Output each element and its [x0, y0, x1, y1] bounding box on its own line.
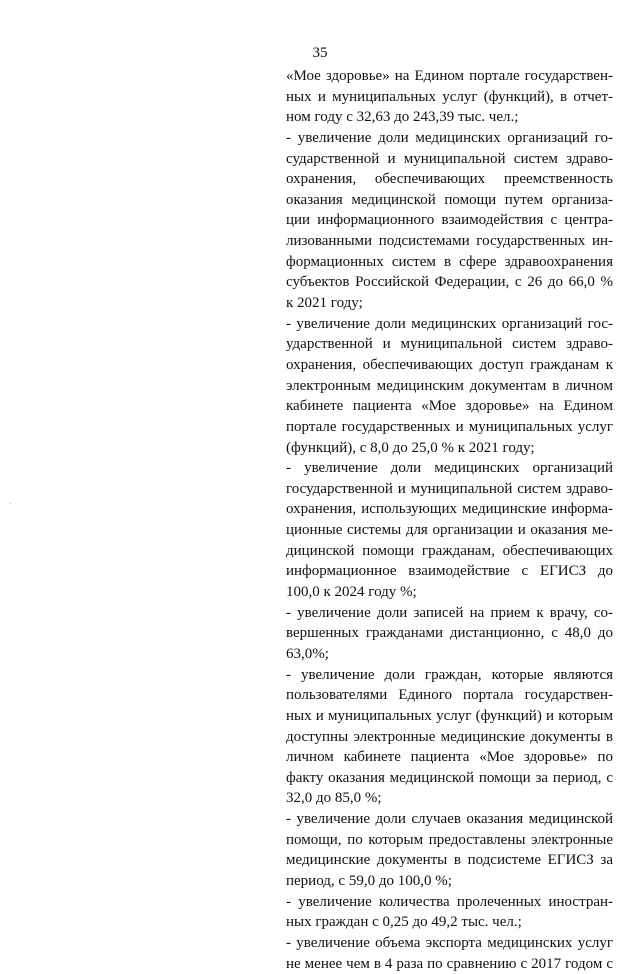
text-line: вершенных гражданами дистанционно, с 48,0 до — [286, 625, 613, 642]
text-line: ционные системы для организации и оказания ме- — [286, 522, 613, 539]
text-line: ных граждан с 0,25 до 49,2 тыс. чел.; — [286, 914, 522, 931]
text-line: пользователями Единого портала государствен- — [286, 687, 613, 704]
text-line: - увеличение доли граждан, которые являются — [286, 666, 613, 683]
text-line: оказания медицинской помощи путем организа- — [286, 191, 613, 208]
text-line: помощи, по которым предоставлены электронные — [286, 831, 613, 848]
text-line: к 2021 году; — [286, 295, 363, 312]
text-line: субъектов Российской Федерации, с 26 до 66,0 % — [286, 274, 613, 291]
text-line: 100,0 к 2024 году %; — [286, 584, 417, 601]
text-line: формационных систем в сфере здравоохранения — [286, 253, 613, 270]
page-number: 35 — [312, 45, 328, 61]
text-line: - увеличение доли случаев оказания медицинской — [286, 811, 613, 828]
text-line: - увеличение количества пролеченных иностран- — [286, 893, 613, 910]
text-line: (функций), с 8,0 до 25,0 % к 2021 году; — [286, 439, 535, 456]
text-line: охранения, обеспечивающих доступ гражданам к — [286, 356, 613, 373]
text-line: лизованными подсистемами государственных ин- — [286, 233, 613, 250]
text-line: сударственной и муниципальной систем здраво- — [286, 150, 613, 167]
text-line: доступны электронные медицинские документы в — [286, 728, 613, 745]
text-line: 63,0%; — [286, 645, 329, 662]
text-line: 32,0 до 85,0 %; — [286, 790, 382, 807]
text-line: - увеличение доли медицинских организаций го- — [286, 129, 613, 146]
text-line: ных и муниципальных услуг (функций), в отчет- — [286, 88, 613, 105]
text-line: - увеличение доли медицинских организаций — [286, 460, 613, 477]
text-line: период, с 59,0 до 100,0 %; — [286, 872, 452, 889]
text-line: дицинской помощи гражданам, обеспечивающих — [286, 542, 613, 559]
text-line: охранения, обеспечивающих преемственность — [286, 171, 613, 188]
scan-speck — [10, 503, 11, 504]
text-line: государственной и муниципальной систем здраво- — [286, 480, 613, 497]
text-line: портале государственных и муниципальных услуг — [286, 418, 613, 435]
text-line: охранения, использующих медицинские информа- — [286, 501, 613, 518]
text-line: - увеличение доли медицинских организаций гос- — [286, 315, 613, 332]
text-line: «Мое здоровье» на Едином портале государствен- — [286, 68, 613, 84]
text-line: ном году с 32,63 до 243,39 тыс. чел.; — [286, 109, 519, 126]
text-line: электронным медицинским документам в личном — [286, 377, 613, 394]
text-line: ных и муниципальных услуг (функций) и которым — [286, 707, 613, 724]
document-body — [286, 66, 613, 974]
text-line: информационное взаимодействие с ЕГИСЗ до — [286, 563, 613, 580]
text-line: ции информационного взаимодействия с центра- — [286, 212, 613, 229]
text-line: ударственной и муниципальной систем здраво- — [286, 336, 613, 353]
text-line: - увеличение доли записей на прием к врачу, со- — [286, 604, 613, 621]
text-line: личном кабинете пациента «Мое здоровье» по — [286, 749, 613, 766]
text-line: факту оказания медицинской помощи за период, с — [286, 769, 613, 786]
text-line: - увеличение объема экспорта медицинских услуг — [286, 934, 613, 951]
text-line: кабинете пациента «Мое здоровье» на Едином — [286, 398, 613, 415]
text-line: медицинские документы в подсистеме ЕГИСЗ за — [286, 852, 613, 869]
text-line: не менее чем в 4 раза по сравнению с 2017 годом с — [286, 955, 613, 972]
